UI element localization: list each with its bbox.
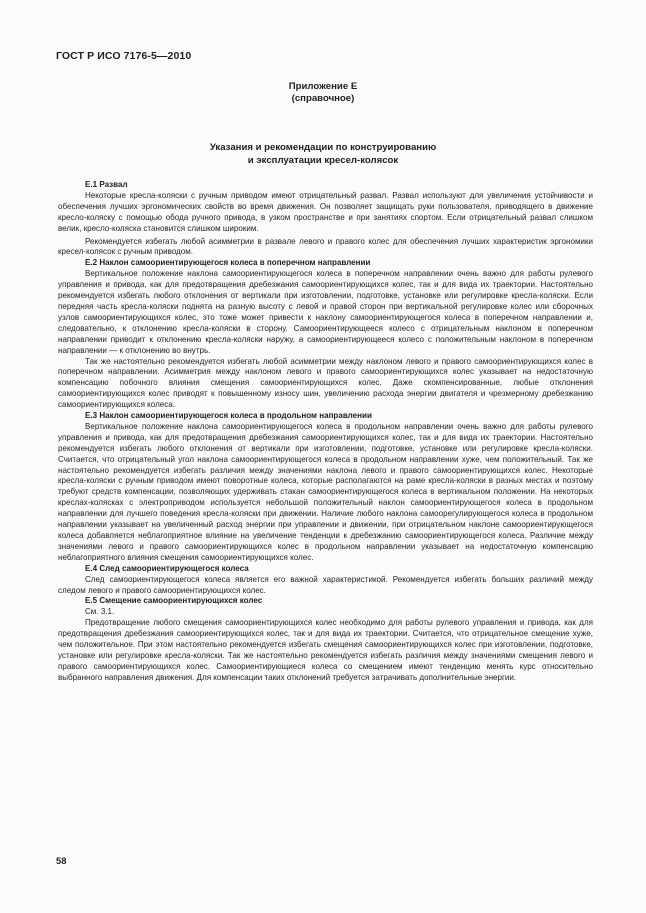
appendix-heading-line2: и эксплуатации кресел-колясок <box>247 154 399 166</box>
section-heading-e4: Е.4 След самоориентирующегося колеса <box>85 563 249 573</box>
appendix-heading-line1: Указания и рекомендации по конструированию <box>209 142 437 153</box>
paragraph: Предотвращение любого смещения самоориентирующихся колес необходимо для работы рулевого управления и привода, как для предотвращения дребезжания самоориентирующихся колес, так и для вида их траектории. Считается, что отрицательное смещение хуже, чем положительное. При этом настоятельно рекомендуется избегать смещения самоориентирующихся колес при изготовлении, подготовке, установке или регулировке кресла-коляски. Так же настоятельно рекомендуется избегать различия между значениями смещения левого и правого самоориентирующихся колес. Самоориентирующиеся колеса со смещением имеют тенденцию менять курс относительно выбранного направления движения. Для компенсации таких отклонений требуется затрачивать дополнительные энергии. <box>58 618 593 682</box>
paragraph: Так же настоятельно рекомендуется избегать любой асимметрии между наклоном левого и правого самоориентирующихся колес в поперечном направлении. Асимметрия между наклоном левого и правого самоориентирующихся колес указывает на недостаточную компенсацию побочного влияния смещения самоориентирующихся колес. Даже скомпенсированные, любые отклонения самоориентирующихся колес приводят к повышенному износу шин, увеличению расхода энергии двигателя и чрезмерному дребезжанию самоориентирующихся колеса. <box>58 356 593 410</box>
document-body <box>58 180 593 684</box>
paragraph: См. 3.1. <box>85 607 115 617</box>
paragraph: Некоторые кресла-коляски с ручным приводом имеют отрицательный развал. Развал используют для увеличения устойчивости и обеспечения лучших эргономических свойств во время движения. Он позволяет защищать руки пользователя, приводящего в движение кресло-коляску с помощью обода ручного привода, в узком пространстве и при занятиях спортом. Если отрицательный развал слишком велик, кресло-коляска становится слишком широким. <box>58 190 593 233</box>
appendix-status: (справочное) <box>291 93 355 104</box>
appendix-label <box>0 81 646 105</box>
appendix-title: Приложение Е <box>288 81 358 92</box>
paragraph: Вертикальное положение наклона самоориентирующегося колеса в продольном направлении очень важно для работы рулевого управления и привода, как для предотвращения дребезжания самоориентирующихся колес, так и для вида их траектории. Настоятельно рекомендуется избегать любого отклонения от вертикали при изготовлении, подготовке, установке или регулировке кресла-коляски. Считается, что отрицательный угол наклона самоориентирующегося колеса в продольном направлении хуже, чем положительный. Так же настоятельно рекомендуется избегать различия между значениями наклона левого и правого самоориентирующихся колес. Некоторые кресла-коляски с ручным приводом имеют поворотные колеса, которые располагаются на раме кресла-коляски в разных местах и поэтому требуют средств компенсации, позволяющих удерживать стакан самоориентирующегося колеса в вертикальном положении. На некоторых креслах-колясках с электроприводом используется небольшой положительный наклон самоориентирующегося колеса в продольном направлении для лучшего поведения кресла-коляски при движении. Наличие любого наклона самоорегулирующегося колеса в продольном направлении указывает на увеличенный расход энергии при управлении и движении, при отрицательном наклоне самоориентирующегося колеса добавляется неблагоприятное влияние на увеличение тенденции к дребезжанию самоориентирующегося колеса. Различие между значениями левого и правого самоориентирующихся колес в продольном направлении указывает на недостаточную компенсацию неблагоприятного влияния смещения самоориентирующихся колес. <box>58 421 593 562</box>
page-number: 58 <box>56 855 67 866</box>
section-heading-e3: Е.3 Наклон самоориентирующегося колеса в продольном направлении <box>85 411 372 421</box>
paragraph: Рекомендуется избегать любой асимметрии в развале левого и правого колес для обеспечения лучших характеристик эргономики кресел-колясок с ручным приводом. <box>58 236 593 257</box>
section-heading-e1: Е.1 Развал <box>85 180 128 189</box>
section-heading-e2: Е.2 Наклон самоориентирующегося колеса в поперечном направлении <box>85 258 371 268</box>
standard-header: ГОСТ Р ИСО 7176-5—2010 <box>56 50 192 62</box>
appendix-heading <box>0 142 646 167</box>
paragraph: Вертикальное положение наклона самоориентирующегося колеса в поперечном направлении очень важно для работы рулевого управления и привода, как для предотвращения дребезжания самоориентирующихся колес, так и для вида их траектории. Настоятельно рекомендуется избегать любого отклонения от вертикали при изготовлении, подготовке, установке или регулировке кресла-коляски. Если передняя часть кресла-коляски поднята на разную высоту с левой и правой сторон при вертикальной регулировке колес или сборочных узлов самоориентирующихся колес, это тоже может привести к наклону самоориентирующегося колеса в поперечном направлении и, следовательно, к отклонению кресла-коляски в сторону. Самоориентирующееся колесо с отрицательным наклоном в поперечном направлении приводит к отклонению кресла-коляски наружу, а самоориентирующееся колесо с положительным наклоном в поперечном направлении — к отклонению во внутрь. <box>58 269 593 355</box>
paragraph: След самоориентирующегося колеса является его важной характеристикой. Рекомендуется избегать больших различий между следом левого и правого самоориентирующихся колес. <box>58 574 593 595</box>
section-heading-e5: Е.5 Смещение самоориентирующихся колес <box>85 596 263 606</box>
